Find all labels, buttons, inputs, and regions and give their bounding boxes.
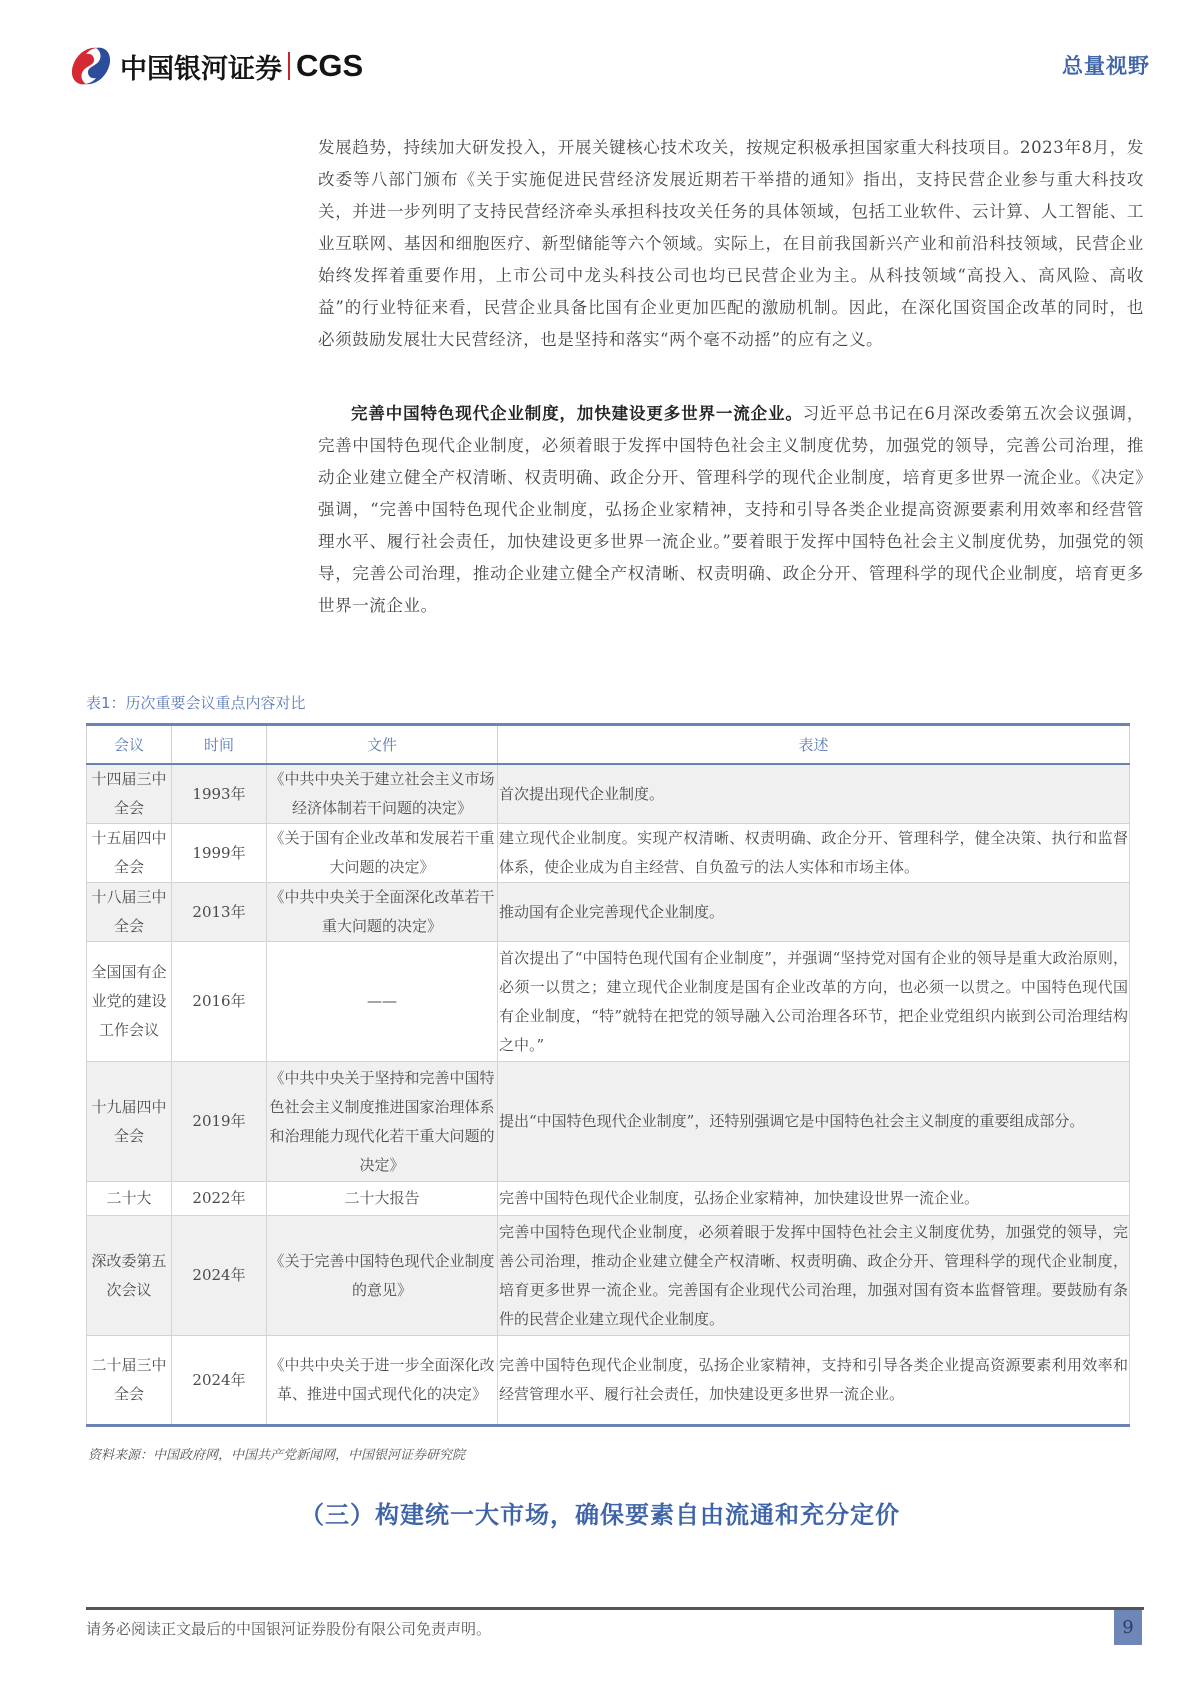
company-logo	[68, 44, 363, 88]
body-paragraph-1: 发展趋势，持续加大研发投入，开展关键核心技术攻关，按规定积极承担国家重大科技项目。2023年8月，发改委等八部门颁布《关于实施促进民营经济发展近期若干举措的通知》指出，支持民营企业参与重大科技攻关，并进一步列明了支持民营经济牵头承担科技攻关任务的具体领域，包括工业软件、云计算、人工智能、工业互联网、基因和细胞医疗、新型储能等六个领域。实际上，在目前我国新兴产业和前沿科技领域，民营企业始终发挥着重要作用，上市公司中龙头科技公司也均已民营企业为主。从科技领域“高投入、高风险、高收益”的行业特征来看，民营企业具备比国有企业更加匹配的激励机制。因此，在深化国资国企改革的同时，也必须鼓励发展壮大民营经济，也是坚持和落实“两个毫不动摇”的应有之义。	[318, 138, 1144, 349]
table-source-note: 资料来源：中国政府网，中国共产党新闻网，中国银河证券研究院	[88, 1448, 466, 1463]
table-row	[87, 942, 1130, 1062]
cell-time: 2024年	[172, 1216, 267, 1336]
page-number: 9	[1114, 1610, 1142, 1645]
table-row	[87, 1216, 1130, 1336]
cell-time: 1999年	[172, 824, 267, 883]
table-row	[87, 1336, 1130, 1426]
header-statement: 表述	[498, 725, 1130, 765]
cell-document: 《中共中央关于进一步全面深化改革、推进中国式现代化的决定》	[267, 1336, 498, 1426]
company-name-en: CGS	[296, 48, 364, 83]
page-header	[0, 0, 1200, 110]
cell-statement: 首次提出现代企业制度。	[498, 764, 1130, 824]
cell-statement: 完善中国特色现代企业制度，必须着眼于发挥中国特色社会主义制度优势，加强党的领导，完善公司治理，推动企业建立健全产权清晰、权责明确、政企分开、管理科学的现代企业制度，培育更多世界一流企业。完善国有企业现代公司治理，加强对国有资本监督管理。要鼓励有条件的民营企业建立现代企业制度。	[498, 1216, 1130, 1336]
table-row	[87, 883, 1130, 942]
cell-time: 2019年	[172, 1062, 267, 1182]
cell-statement: 推动国有企业完善现代企业制度。	[498, 883, 1130, 942]
cell-document: ——	[267, 942, 498, 1062]
section-heading: （三）构建统一大市场，确保要素自由流通和充分定价	[300, 1500, 900, 1529]
cell-meeting: 深改委第五次会议	[87, 1216, 172, 1336]
cell-document: 二十大报告	[267, 1182, 498, 1216]
section-label: 总量视野	[1062, 53, 1150, 78]
table-row	[87, 824, 1130, 883]
meetings-comparison-table	[86, 723, 1130, 1427]
cell-meeting: 十八届三中全会	[87, 883, 172, 942]
cell-statement: 提出“中国特色现代企业制度”，还特别强调它是中国特色社会主义制度的重要组成部分。	[498, 1062, 1130, 1182]
cell-statement: 首次提出了“中国特色现代国有企业制度”，并强调“坚持党对国有企业的领导是重大政治原则，必须一以贯之；建立现代企业制度是国有企业改革的方向，也必须一以贯之。中国特色现代国有企业制度，“特”就特在把党的领导融入公司治理各环节，把企业党组织内嵌到公司治理结构之中。”	[498, 942, 1130, 1062]
table-row	[87, 1182, 1130, 1216]
cgs-logo-icon	[68, 44, 114, 88]
table-row	[87, 1062, 1130, 1182]
cell-document: 《关于国有企业改革和发展若干重大问题的决定》	[267, 824, 498, 883]
paragraph-lead-bold: 完善中国特色现代企业制度，加快建设更多世界一流企业。	[351, 404, 803, 423]
cell-meeting: 十九届四中全会	[87, 1062, 172, 1182]
cell-time: 2022年	[172, 1182, 267, 1216]
header-time: 时间	[172, 725, 267, 765]
cell-meeting: 二十届三中全会	[87, 1336, 172, 1426]
cell-meeting: 十四届三中全会	[87, 764, 172, 824]
cell-time: 2013年	[172, 883, 267, 942]
cell-document: 《关于完善中国特色现代企业制度的意见》	[267, 1216, 498, 1336]
cell-statement: 完善中国特色现代企业制度，弘扬企业家精神，支持和引导各类企业提高资源要素利用效率和经营管理水平、履行社会责任，加快建设更多世界一流企业。	[498, 1336, 1130, 1426]
header-meeting: 会议	[87, 725, 172, 765]
cell-document: 《中共中央关于全面深化改革若干重大问题的决定》	[267, 883, 498, 942]
cell-time: 2016年	[172, 942, 267, 1062]
table-row	[87, 764, 1130, 824]
cell-document: 《中共中央关于坚持和完善中国特色社会主义制度推进国家治理体系和治理能力现代化若干重大问题的决定》	[267, 1062, 498, 1182]
cell-meeting: 二十大	[87, 1182, 172, 1216]
table-header-row	[87, 725, 1130, 765]
cell-statement: 建立现代企业制度。实现产权清晰、权责明确、政企分开、管理科学，健全决策、执行和监督体系，使企业成为自主经营、自负盈亏的法人实体和市场主体。	[498, 824, 1130, 883]
body-paragraph-2	[318, 398, 1144, 622]
cell-time: 1993年	[172, 764, 267, 824]
cell-meeting: 十五届四中全会	[87, 824, 172, 883]
paragraph-body: 习近平总书记在6月深改委第五次会议强调，完善中国特色现代企业制度，必须着眼于发挥中国特色社会主义制度优势，加强党的领导，完善公司治理，推动企业建立健全产权清晰、权责明确、政企分开、管理科学的现代企业制度，培育更多世界一流企业。《决定》强调，“完善中国特色现代企业制度，弘扬企业家精神，支持和引导各类企业提高资源要素利用效率和经营管理水平、履行社会责任，加快建设更多世界一流企业。”要着眼于发挥中国特色社会主义制度优势，加强党的领导，完善公司治理，推动企业建立健全产权清晰、权责明确、政企分开、管理科学的现代企业制度，培育更多世界一流企业。	[318, 404, 1144, 615]
header-document: 文件	[267, 725, 498, 765]
footer-divider	[86, 1607, 1144, 1610]
table-title: 表1：历次重要会议重点内容对比	[86, 694, 306, 712]
cell-document: 《中共中央关于建立社会主义市场经济体制若干问题的决定》	[267, 764, 498, 824]
logo-divider	[288, 52, 290, 80]
company-name-cn: 中国银河证券	[120, 53, 282, 85]
cell-meeting: 全国国有企业党的建设工作会议	[87, 942, 172, 1062]
cell-statement: 完善中国特色现代企业制度，弘扬企业家精神，加快建设世界一流企业。	[498, 1182, 1130, 1216]
cell-time: 2024年	[172, 1336, 267, 1426]
footer-disclaimer: 请务必阅读正文最后的中国银河证券股份有限公司免责声明。	[86, 1620, 492, 1638]
